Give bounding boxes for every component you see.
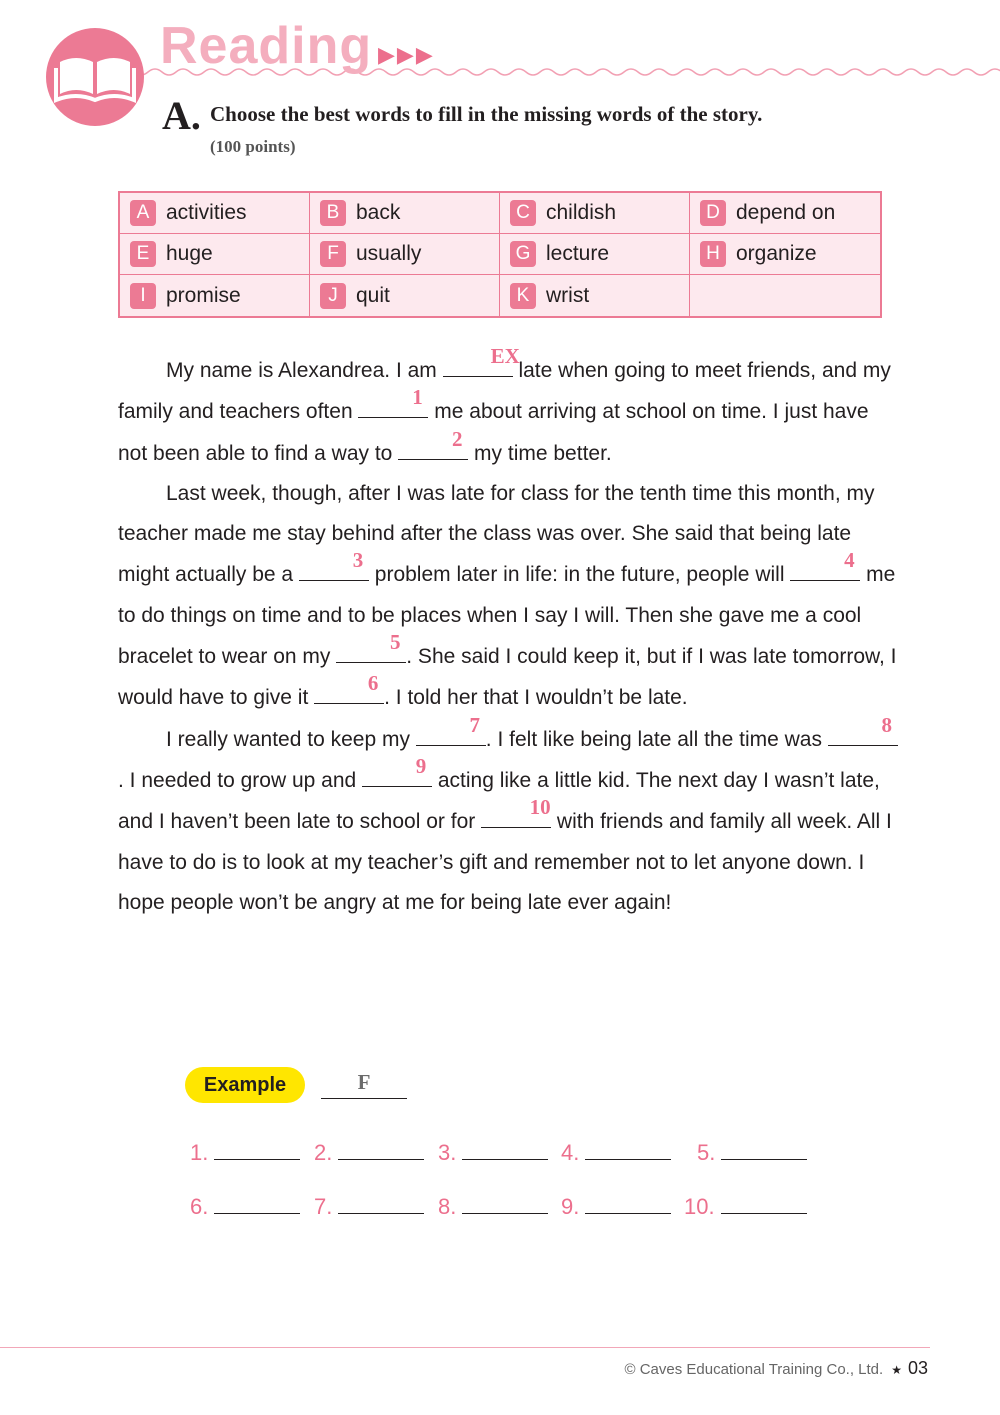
option-word: activities bbox=[166, 201, 247, 224]
open-book-icon bbox=[46, 28, 144, 126]
word-bank-cell bbox=[310, 234, 500, 275]
story-paragraph: Last week, though, after I was late for class for the tenth time this month, my teacher made me stay behind after the class was over. She said that being late might actually be a 3 problem later in life: in the future, people will 4 me to do things on time and to be places when I say I will. Then she gave me a cool bracelet to wear on my 5 . She said I could keep it, but if I was late tomorrow, I would have to give it 6 . I told her that I wouldn’t be late. bbox=[118, 481, 897, 710]
word-bank-cell bbox=[120, 234, 310, 275]
answer-slot[interactable]: 8. bbox=[438, 1191, 548, 1220]
word-bank-table bbox=[118, 191, 882, 318]
option-word: organize bbox=[736, 242, 817, 265]
option-letter-badge: F bbox=[320, 241, 346, 267]
option-word: wrist bbox=[546, 283, 590, 307]
answer-slot[interactable]: 1. bbox=[190, 1137, 300, 1166]
word-bank-empty-cell bbox=[690, 275, 880, 316]
word-bank-cell bbox=[500, 193, 690, 234]
option-letter-badge: K bbox=[510, 283, 536, 309]
word-bank-cell bbox=[690, 193, 880, 234]
answer-slot[interactable]: 5. bbox=[697, 1137, 807, 1166]
footer-divider bbox=[0, 1347, 930, 1348]
story-blank: 5 bbox=[336, 636, 406, 663]
word-bank-cell bbox=[120, 275, 310, 316]
page-number: 03 bbox=[907, 1358, 928, 1378]
story-blank: 7 bbox=[416, 719, 486, 746]
story-blank: 9 bbox=[362, 760, 432, 787]
story-blank: 3 bbox=[299, 554, 369, 581]
instruction-text: Choose the best words to fill in the missing words of the story. bbox=[210, 102, 763, 126]
story-blank: 6 bbox=[314, 677, 384, 704]
option-word: usually bbox=[356, 242, 422, 265]
answer-slot[interactable]: 6. bbox=[190, 1191, 300, 1220]
option-word: lecture bbox=[546, 242, 610, 265]
option-letter-badge: E bbox=[130, 241, 156, 267]
answer-slot[interactable]: 2. bbox=[314, 1137, 424, 1166]
word-bank-cell bbox=[500, 234, 690, 275]
option-word: childish bbox=[546, 201, 617, 224]
story-paragraph: My name is Alexandrea. I am EX late when going to meet friends, and my family and teachers often 1 me about arriving at school on time. I just have not been able to find a way to 2 my time better. bbox=[118, 344, 891, 465]
section-title: Reading bbox=[160, 17, 373, 75]
story-blank: 8 bbox=[828, 719, 898, 746]
star-icon: ★ bbox=[891, 1363, 902, 1377]
example-label: Example bbox=[185, 1067, 305, 1103]
word-bank-cell bbox=[310, 275, 500, 316]
option-word: promise bbox=[166, 283, 241, 307]
option-letter-badge: I bbox=[130, 283, 156, 309]
story-blank: 4 bbox=[790, 554, 860, 581]
word-bank-cell bbox=[310, 193, 500, 234]
points-label: (100 points) bbox=[210, 137, 296, 156]
option-letter-badge: A bbox=[130, 200, 156, 226]
footer bbox=[625, 1358, 929, 1379]
story-blank: 2 bbox=[398, 433, 468, 460]
title-arrows: ▶▶▶ bbox=[378, 42, 435, 67]
option-letter-badge: D bbox=[700, 200, 726, 226]
option-word: quit bbox=[356, 283, 390, 307]
option-letter-badge: C bbox=[510, 200, 536, 226]
answer-slot[interactable]: 3. bbox=[438, 1137, 548, 1166]
word-bank-cell bbox=[690, 234, 880, 275]
word-bank-cell bbox=[500, 275, 690, 316]
option-letter-badge: G bbox=[510, 241, 536, 267]
answer-slot[interactable]: 10. bbox=[684, 1191, 807, 1220]
word-bank-cell bbox=[120, 193, 310, 234]
option-letter-badge: J bbox=[320, 283, 346, 309]
story-blank: 1 bbox=[358, 391, 428, 418]
question-letter: A. bbox=[162, 93, 201, 138]
answer-slot[interactable]: 7. bbox=[314, 1191, 424, 1220]
option-letter-badge: B bbox=[320, 200, 346, 226]
option-word: back bbox=[356, 201, 401, 224]
story-paragraph: I really wanted to keep my 7 . I felt like being late all the time was 8 . I needed to grow up and 9 acting like a little kid. The next day I wasn’t late, and I haven’t been late to school or for 10 with friends and family all week. All I have to do is to look at my teacher’s gift and remember not to let anyone down. I hope people won’t be angry at me for being late ever again! bbox=[118, 719, 898, 923]
copyright-text: © Caves Educational Training Co., Ltd. bbox=[624, 1361, 884, 1378]
option-letter-badge: H bbox=[700, 241, 726, 267]
example-answer: F bbox=[321, 1070, 407, 1099]
option-word: huge bbox=[166, 242, 213, 265]
story-blank: EX bbox=[443, 350, 513, 377]
story-text bbox=[118, 344, 898, 923]
option-word: depend on bbox=[736, 201, 836, 224]
story-blank: 10 bbox=[481, 801, 551, 828]
answer-slot[interactable]: 9. bbox=[561, 1191, 671, 1220]
answer-slot[interactable]: 4. bbox=[561, 1137, 671, 1166]
